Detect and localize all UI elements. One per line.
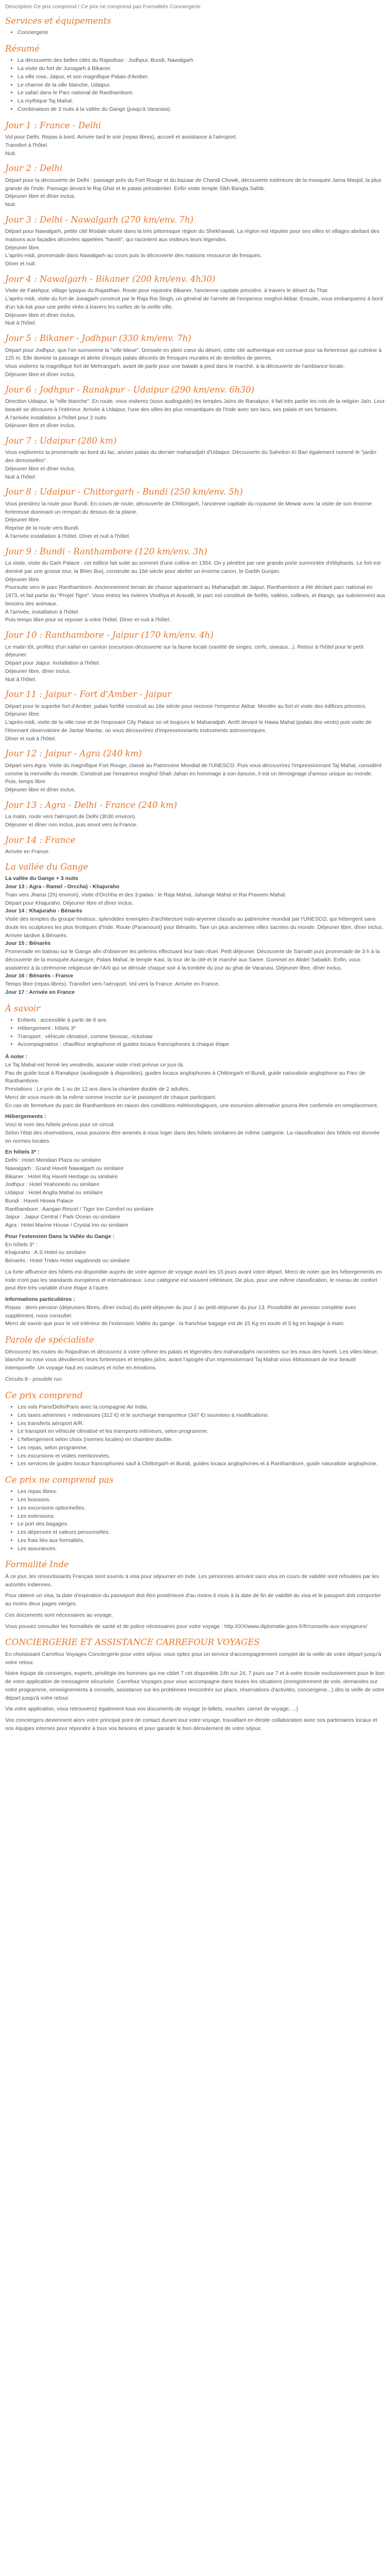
savoir-title: À savoir [5,1003,40,1013]
day-line: À l'arrivée, installation à l'hôtel. [5,608,79,615]
savoir-heading: Hébergements : [5,1113,46,1120]
day-line: Puis temps libre pour se reposer à votre l'hôtel. Dîner et nuit à l'hôtel. [5,617,171,623]
gange-line-bold: Jour 14 : Khajuraho - Bénarès [5,908,83,914]
day-block [5,800,386,829]
savoir-line: Pas de guide local à Ranakpur (audioguide à disposition), guides locaux anglophones à Chittorgarh et Bundi, guide naturaliste anglophone au Parc de Ranthambore. [5,1070,366,1084]
paragraph: Vos conciergers deviennent alors votre principal point de contact durant tout votre voyage, travaillant en étroite collaboration avec nos partenaires locaux et nos équipes internes pour répondre à tous vos besoins et pour garantir le bon déroulement de votre séjour. [5,1717,378,1732]
savoir-line: Delhi : Hotel Meridian Plaza ou similaire [5,1157,101,1164]
day-line: L'après-midi, visite de la ville rose et de l'imposant City Palace où vit toujours le Maharadjah. Arrêt devant le Hawa Mahal (palais des vents) puis visite de l'étonnant observatoire de Jantar Mantar, où vous découvrirez d'impressionnants instruments astronomiques. [5,719,372,734]
gange-line-text: Train vers Jhansi (2h) environ), visite d'Orchha et des 3 palais : le Raja Mahal, Jahangir Mahal et Rai Praveen Mahal. [5,891,286,898]
day-line: L'après-midi, promenade dans Nawalgarh au cours puis la découverte des maisons ressource de fresques. [5,252,262,259]
list-item: • Conciergerie [18,29,386,37]
list-item: • Les dépenses et valeurs personnelles. [18,1529,386,1537]
day-title: Jour 12 : Jaipur - Agra (240 km) [5,749,142,759]
services-section [5,15,386,37]
day-line: Départ pour le superbe fort d'Amber, palais fortifié construit au 16e siècle pour recevoir l'empereur Akbar. Montée au fort et visite des édifices princiers. [5,703,367,709]
savoir-paragraph [5,1148,386,1230]
day-title: Jour 10 : Ranthambore - Jaipur (170 km/env. 4h) [5,630,214,640]
day-line: Départ pour la découverte de Delhi : passage près du Fort Rouge et du bazaar de Chandi Chowk, découverte extérieure de la mosquée Jama Masjid, la plus grande de l'Inde. Passage devant le Raj Ghat et le palais présidentiel. Enfin visite temple Sikh Bangla Sahib. [5,177,382,192]
savoir-line: Bikaner : Hotel Raj Haveli Heritage ou similaire [5,1173,118,1180]
day-line: Déjeuner libre et dîner inclus. [5,787,76,793]
savoir-line: Bundi : Haveli Hiowa Palace [5,1197,73,1204]
day-line: Nuit à l'hôtel. [5,676,37,683]
list-item: • Les frais liés aux formalités. [18,1537,386,1545]
day-block [5,689,386,743]
savoir-section [5,1003,386,1328]
conciergerie-title: CONCIERGERIE ET ASSISTANCE CARREFOUR VOYAGES [5,1637,260,1648]
list-item: • Les excursions optionnelles. [18,1504,386,1513]
gange-line [5,900,386,908]
specialiste-note: Circuits 8 - possible run [5,1376,62,1382]
day-line: Arrivée en France. [5,849,50,855]
formalite-section [5,1559,386,1631]
savoir-paragraph [5,1053,386,1110]
gange-line-text: Visite des temples du groupe hindous, splendides exemples d'architecture indo-aryenne classés au patrimoine mondial par l'UNESCO, qui hébergent sans doute les sculptures les plus érotiques d'Inde. Route (Paramount) pour Bénarès. Tare un plus anciennes villes sacrées du monde. Déjeuner libre, dîner inclus. Arrivée tardive à Bénarès. [5,916,384,939]
day-block [5,120,386,158]
gange-line [5,972,386,980]
day-line: Reprise de la route vers Bundi. [5,525,80,532]
gange-line [5,916,386,940]
savoir-line: Merci de vous munir de la même somme inscrite sur le passeport de chaque participant. [5,1094,217,1100]
savoir-paragraph [5,1268,386,1293]
list-item: • La découverte des belles cités du Rajasthan : Jodhpur, Bundi, Nawalgarh [18,57,386,65]
list-item: • Hébergement : hôtels 3* [18,1025,386,1033]
day-line: Déjeuner libre et dîner inclus. [5,465,76,472]
resume-section [5,43,386,114]
gange-line [5,940,386,948]
day-line: Déjeuner libre, dîner inclus. [5,668,71,674]
savoir-line: La forte affluence des hôtels est disponible auprès de votre agence de voyage avant les 15 jours avant votre départ. Merci de noter que les hébergements en Inde n'ont pas les standards européens et internationaux. Leur catégorie est souvent inférieure. De plus, pour une même classification, le niveau de confort peut être très variable d'une étape à l'autre. [5,1268,382,1292]
gange-line [5,989,386,997]
savoir-line: Merci de savoir que pour le vol intérieur de l'extension Vallée du gange : la franchise bagage est de 15 Kg en soute et 5 kg en bagage à main. [5,1320,345,1327]
list-item: • Les services de guides locaux francophones sauf à Chittorgarh et Bundi, guides locaux anglophones et à Ranthambore, guide naturaliste anglophone. [18,1460,386,1468]
day-block [5,163,386,209]
savoir-line: Agra : Hotel Marine House / Crystal Inn ou similaire [5,1222,128,1229]
savoir-line: Selon l'état des réservations, nous pouvons être amenés à vous loger dans des hôtels similaires de même catégorie. La classification des hôtels est donnée en normes locales. [5,1129,380,1144]
day-block [5,630,386,684]
savoir-line: Prestations : Le prix de 1 ou de 12 ans dans la chambre double de 2 adultes. [5,1086,190,1093]
conciergerie-paragraphs [5,1651,386,1733]
savoir-line: Nawalgarh : Grand Haveli Nawalgarh ou similaire [5,1165,124,1172]
list-item: • Les extensions. [18,1513,386,1521]
gange-line [5,948,386,972]
savoir-line: Jodhpur : Hotel Yeahoriedo ou similaire [5,1181,100,1188]
day-line: Nuit. [5,150,17,157]
specialiste-text: Découvrez les routes du Rajasthan et découvrez à votre rythme les palais et légendes des maharadjahs racontées sur les eaux des haveli. Les villes bleue, blanche ou rose vous dévoileront leurs forteresses et temples jaïns, avant l'apogée d'un impressionnant Taj Mahal vous éblouissant de leur beauté intemporelle. Un voyage haut en couleurs et riche en émotions. [5,1348,379,1371]
day-line: Nuit. [5,201,17,208]
list-item: • Les vols Paris/Delhi/Paris avec la compagnie Air India. [18,1403,386,1412]
paragraph: Pour obtenir un visa, la date d'expiration du passeport doit être postérieure d'au moins 6 mois à la date de fin de validité du visa et le passport doit comporter au moins deux pages vierges. [5,1592,381,1607]
day-line: La matin, route vers l'aéroport de Delhi (3h30 environ). [5,814,137,820]
savoir-line: Udaipur : Hotel Anglia Mahal ou similaire [5,1190,103,1196]
list-item: • Combinaison de 3 nuits à la vallée du Gange (jusqu'à Varanasi). [18,106,386,114]
savoir-heading: À noter : [5,1054,28,1060]
resume-list [5,57,386,113]
day-block [5,435,386,481]
day-title: Jour 9 : Bundi - Ranthambore (120 km/env. 3h) [5,546,207,556]
day-line: Visite de Fatehpur, village typique du Rajasthan. Route pour rejoindre Bikaner, l'ancienne capitale princière, à travers le désert du Thar. [5,287,329,294]
gange-line [5,907,386,916]
day-line: Poursuite vers le parc Ranthambore. Anciennement terrain de chasse appartenant au Maharadjah de Jaipur, Ranthambore a été déclaré parc national en 1973, et fait partie du "Projet Tigre". Vous entrez les rivières Vindhya et Aravalli, le parc est constitué de forêts, vallées, collines, et étangs, qui subviennent aux besoins des animaux. [5,584,385,607]
day-line: Départ pour Jodhpur, que l'on surnomme la "ville bleue". Dressée en plein cœur du désert, cette cité authentique est connue pour sa forteresse qui culmine à 125 m. Elle domine la passage et abrite d'exquis palais décorés de fresques murales et de dentelles de pierres. [5,347,382,362]
paragraph: En choisissant Carrefour Voyages Conciergerie pour votre séjour, vous optez pour un service d'accompagnement complet de la veille de votre départ jusqu'à votre retour. [5,1651,381,1666]
comprend-title: Ce prix comprend [5,1390,83,1400]
day-line: Déjeuner et dîner non inclus, puis envol vers la France. [5,822,138,828]
specialiste-section [5,1334,386,1383]
day-line: Déjeuner libre et dîner inclus. [5,371,76,378]
gange-line [5,883,386,891]
list-item: • Les transferts aéroport A/R. [18,1420,386,1428]
day-block [5,384,386,430]
savoir-paragraph [5,1113,386,1145]
savoir-line: Repas : demi-pension (déjeuners libres, dîner inclus) du petit-déjeuner du jour 2 au petit-déjeuner du jour 13. Possibilité de pension complète avec supplément, nous consulter. [5,1304,356,1319]
comprend-section [5,1390,386,1468]
paragraph: Notre équipe de concierges, experts, privilégie les hommes qui me ciblet 7 cet disponible 24h sur 24, 7 jours sur 7 et à votre écoute exclusivement pour le bon de votre application de messagerie sécurisée. Carrefour Voyages pour vous accompagne dans toutes les situations (enregistrement de vols, demandes sur votre programme, renseignements à conseils, assistance sur les problèmes rencontrés sur place, réservations d'activités, conciergerie...) dès la veille de votre départ jusqu'à votre retour. [5,1670,385,1701]
gange-line-text: Départ pour Khajuraho. Déjeuner libre et dîner inclus. [5,900,134,906]
day-title: Jour 5 : Bikaner - Jodhpur (330 km/env. 7h) [5,333,191,344]
day-block [5,333,386,379]
day-line: Transfert à l'hôtel. [5,142,48,148]
day-line: Le matin tôt, profitez d'un safari en camion (excursion découverte sur la faune locale (variété de singes, cerfs, oiseaux...). Retour à l'hôtel pour le petit déjeuner. [5,643,364,658]
gange-line [5,891,386,900]
list-item: • Enfants : accessible à partir de 6 ans [18,1016,386,1025]
formalite-paragraphs [5,1573,386,1631]
list-item: • La ville rose, Jaipur, et son magnifique Palais d'Amber. [18,73,386,81]
paragraph: À ce jour, les ressortissants Français sont soumis à visa pour séjourner en Inde. Les personnes arrivant sans visa en cours de validité sont refoulées par les autorités indiennes. [5,1573,379,1588]
list-item: • Les taxes aériennes + redevances (312 €) et le surcharge transporteur (347 €) soumises à modifications. [18,1412,386,1420]
services-title: Services et équipements [5,15,111,26]
day-block [5,835,386,856]
day-line: La visite, visite du Garh Palace : cet édifice fait suite au sommet d'une colline en 1354. On y pénètre par une grande porte surmontée d'éléphants. Le fort est dominé par une grosse tour, la Bhim Burj, construite au 16è siècle pour abriter un énorme canon, le Garbh Gunjan. [5,560,381,574]
day-block [5,486,386,540]
day-line: Déjeuner libre. [5,244,41,251]
gange-title: La vallée du Gange [5,862,88,872]
day-line: Vol pour Delhi. Repas à bord. Arrivée tard le soir (repas libres), accueil et assistance à l'aéroport. [5,134,237,141]
list-item: • Le port des bagages. [18,1520,386,1529]
day-line: À l'arrivée installation à l'hôtel. Dîner et nuit à l'hôtel. [5,533,131,539]
day-line: Dîner et nuit. [5,261,37,267]
day-line: Nuit à l'hôtel. [5,320,37,327]
list-item: • La mythique Taj Mahal. [18,97,386,106]
day-block [5,546,386,624]
comprend-list [5,1403,386,1468]
day-line: Déjeuner libre et dîner inclus. [5,312,76,318]
necomprend-section [5,1475,386,1553]
day-line: Départ vers Agra. Visite du magnifique Fort Rouge, classé au Patrimoine Mondial de l'UNESCO. Puis vous découvrirez l'impressionnant Taj Mahal, considéré comme la merveille du monde. Construit par l'empereur moghol Shah Jahan en hommage à son épouse, il est un témoignage d'amour unique au monde. Puis, temps libre. [5,762,382,785]
services-list [5,29,386,37]
savoir-line: Ranthambore : Aangan Resort / Tiger Inn Comfort ou similaire [5,1206,154,1212]
paragraph: Ces documents sont nécessaires au voyage. [5,1612,113,1618]
savoir-line: Bénarès : Hotel Tridev Hotel vagabonds ou similaire [5,1258,130,1264]
savoir-heading: En hôtels 3* : [5,1149,40,1156]
savoir-line: Le Taj Mahal est fermé les vendredis, aucune visite n'est prévue ce jour-là. [5,1061,184,1068]
specialiste-title: Parole de spécialiste [5,1335,94,1345]
day-block [5,214,386,268]
gange-line [5,980,386,989]
formalite-title: Formalité Inde [5,1560,69,1570]
list-item: • Les assurances. [18,1545,386,1553]
savoir-paragraph [5,1296,386,1328]
list-item: • L'hébergement selon choix (normes locales) en chambre double. [18,1436,386,1444]
gange-line-text: Temps libre (repas libres). Transfert vers l'aéroport. Vol vers la France. Arrivée en France. [5,981,220,988]
savoir-heading: Informations particulières : [5,1296,75,1303]
list-item: • Les boissons. [18,1496,386,1504]
day-line: Direction Udaipur, la "ville blanche". En route, vous visiterez (sous audioguide) les temples Jaïns de Ranakpur, il fait très partie les rois de la religion Jaïn. Leur beauté se découvre à l'intérieur. Arrivée à Udaipur, l'une des villes les plus romantiques de l'Inde avec ses lacs, ses palais et ses fontaines. [5,398,385,413]
savoir-line: Khajuraho : A.S Hotel ou similaire [5,1249,86,1256]
paragraph: Vous pouvez consulter les formalités de santé et de police nécessaires pour votre voyage : http:XXX/www.diplomatie.gouv.fr/fr/conseils-aux-voyageurs/ [5,1623,367,1630]
day-line: Vous visiterez la magnifique fort de Mehrangarh, avant de partir pour une balade à pied dans le marché, à la découverte de l'ambiance locale. [5,363,345,370]
list-item: • Le charme de la ville blanche, Udaipur. [18,81,386,90]
savoir-line: En cas de fermeture du parc de Ranthambore en raison des conditions météorologiques, une excursion alternative pourra être confirmée en remplacement. [5,1102,379,1109]
savoir-list [5,1016,386,1049]
day-line: Nuit à l'hôtel. [5,473,37,480]
resume-title: Résumé [5,43,40,54]
day-line: Déjeuner libre. [5,576,41,583]
list-item: • Les excursions et visites mentionnées. [18,1452,386,1461]
day-line: Déjeuner libre et dîner inclus. [5,193,76,200]
day-title: Jour 3 : Delhi - Nawalgarh (270 km/env. 7h) [5,214,193,225]
day-title: Jour 14 : France [5,835,76,845]
day-line: Départ pour Jaipur. Installation à l'hôtel. [5,660,101,666]
day-line: Départ pour Nawalgarh, petite cité féodale située dans la très pittoresque région du Shekhawati. La région est réputée pour ses villes et villages abritant des maisons aux façades décorées appelées "haveli", qui racontent aux visiteurs leurs légendes. [5,228,380,243]
day-title: Jour 8 : Udaipur - Chittorgarh - Bundi (250 km/env. 5h) [5,487,243,497]
day-line: Vous explorerez la promenade au bord du lac, ancien palais du dernier maharadjah d'Udaipur. Découverte du Sahelion Ki Bari également nommé le "jardin des demoiselles". [5,449,377,464]
list-item: • Accompagnateur : chauffeur anglophone et guides locaux francophones à chaque étape [18,1041,386,1049]
gange-lines [5,875,386,996]
day-block [5,274,386,328]
list-item: • Le safari dans le Parc national de Ranthambore. [18,89,386,97]
day-title: Jour 6 : Jodhpur - Ranakpur - Udaipur (290 km/env. 6h30) [5,384,255,395]
day-line: À l'arrivée installation à l'hôtel pour 2 nuits. [5,414,108,421]
savoir-paragraph [5,1233,386,1265]
day-line: Déjeuner libre. [5,711,41,718]
list-item: • La visite du fort de Junagarh à Bikaner. [18,65,386,73]
gange-line-bold: Jour 17 : Arrivée en France [5,989,75,995]
day-title: Jour 1 : France - Delhi [5,120,101,130]
day-title: Jour 11 : Jaipur - Fort d'Amber - Jaipur [5,689,172,700]
paragraph: Via votre application, vous retrouverez également tous vos documents de voyage (e-billets, voucher, carnet de voyage, ...) [5,1706,298,1713]
gange-line-bold: Jour 13 : Agra - Rameî - Orccha) - Khajuraho [5,884,120,890]
gange-section [5,861,386,997]
list-item: • Transport : véhicule climatisé, comme bivouac, rickshaw [18,1033,386,1041]
day-line: Déjeuner libre et dîner inclus. [5,422,76,429]
day-line: Déjeuner libre. [5,517,41,523]
day-line: Vous prendrez la route pour Bundi. En cours de route, découverte de Chittorgarh, l'ancienne capitale du royaume de Mewar avec la visite de son énorme forteresse dominant un rempart du dessus de la plaine. [5,500,372,515]
day-line: Dîner et nuit à l'hôtel. [5,735,56,742]
savoir-heading: Pour l'extension Dans la Vallée du Gange : [5,1233,115,1240]
gange-line-text: Promenade en bateau sur le Gange afin d'observer les pèlerins effectuant leur bain rituel. Petit déjeuner. Découverte de Sarnath puis promenade de 3 h à la découverte de la mosquée Aurangze, Palais Mahal, le temple Kasi, la tour de la cité et le marché aux Saree. Gommet en Abdel Sabaikh. Enfin, vous assisterez à la cérémonie religieuse de l'Arti qui se déroule chaque soir à la tombée du jour au ghat de Varanasi. Déjeuner libre, dîner inclus. [5,948,380,971]
savoir-line: En hôtels 3* : [5,1241,38,1248]
conciergerie-section [5,1637,386,1733]
savoir-line: Jaipur : Jaipur Central / Park Ocean ou similaire [5,1214,120,1221]
gange-line-bold: La vallée du Gange + 3 nuits [5,875,78,882]
necomprend-title: Ce prix ne comprend pas [5,1475,113,1485]
savoir-line: Voici le nom des hôtels prévus pour ce circuit. [5,1122,116,1128]
day-title: Jour 13 : Agra - Delhi - France (240 km) [5,800,177,810]
gange-line [5,875,386,883]
list-item: • Les repas, selon programme. [18,1444,386,1452]
savoir-paragraphs [5,1053,386,1328]
itinerary [5,120,386,856]
gange-line-bold: Jour 16 : Bénarès - France [5,973,73,979]
necomprend-list [5,1488,386,1553]
list-item: • Le transport en véhicule climatisé et les transports intérieurs, selon programme. [18,1428,386,1436]
day-line: L'après-midi, visite du fort de Junagarh construit par le Raja Rai Singh, un général de l'armée de l'empereur moghol Akbar. Ensuite, vous embarquerez à bord d'un tuk-tuk pour une petite virée à travers les ruelles de la vieille ville. [5,296,383,310]
intro-text: Description Ce prix comprend / Ce prix ne comprend pas Formalités Conciergerie [5,4,201,10]
day-title: Jour 4 : Nawalgarh - Bikaner (200 km/env. 4h30) [5,274,216,284]
day-title: Jour 7 : Udaipur (280 km) [5,436,117,446]
day-title: Jour 2 : Delhi [5,163,63,174]
gange-line-bold: Jour 15 : Bénarès [5,940,51,947]
list-item: • Les repas libres. [18,1488,386,1496]
day-block [5,748,386,794]
